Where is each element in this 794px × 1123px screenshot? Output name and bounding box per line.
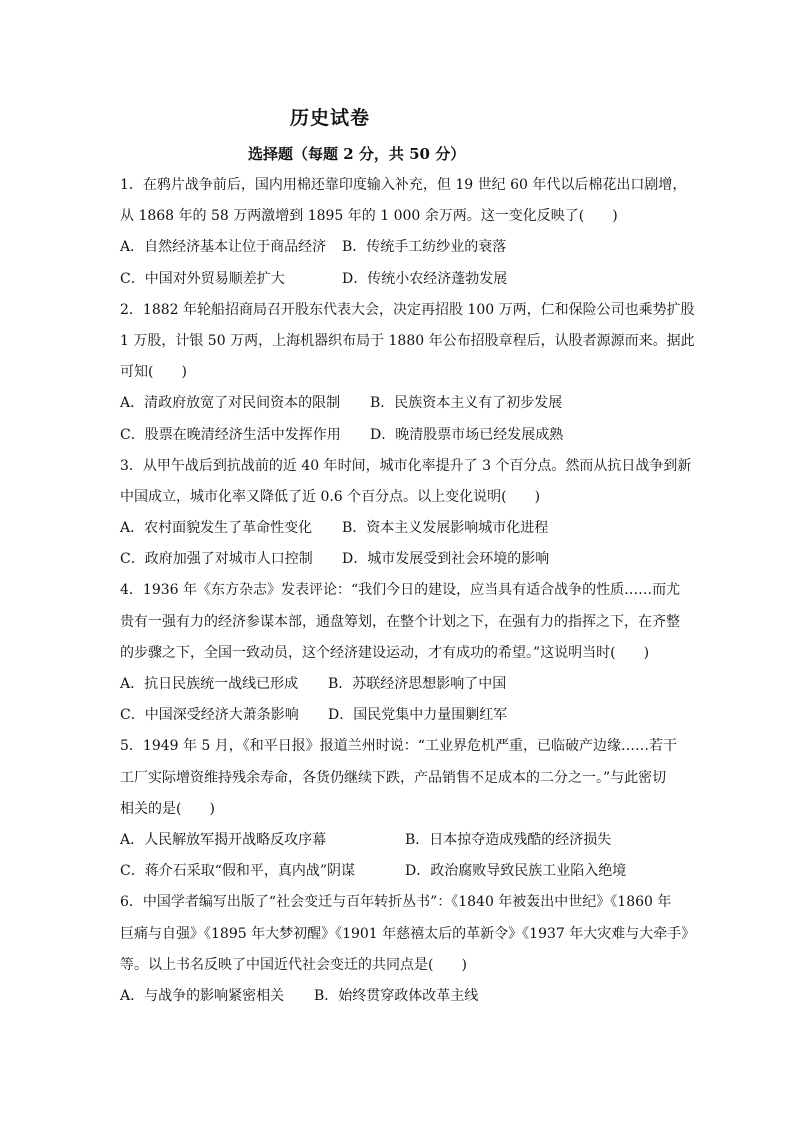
question-6	[120, 887, 696, 1012]
option-a: A．自然经济基本让位于商品经济	[120, 239, 327, 256]
option-b: B．苏联经济思想影响了中国	[328, 676, 507, 692]
question-text-line: 3．从甲午战后到抗战前的近 40 年时间，城市化率提升了 3 个百分点。然而从抗日战争到新	[120, 457, 692, 474]
option-a: A．抗日民族统一战线已形成	[120, 676, 299, 692]
option-row	[120, 544, 690, 575]
question-text-line: 4．1936 年《东方杂志》发表评论：“我们今日的建设，应当具有适合战争的性质……而尤	[120, 582, 681, 599]
question-text-line: 相关的是( )	[120, 800, 215, 817]
question-5	[120, 731, 690, 887]
option-d: D．晚清股票市场已经发展成熟	[370, 426, 564, 443]
option-a: A．清政府放宽了对民间资本的限制	[120, 395, 341, 412]
option-b: B．传统手工纺纱业的衰落	[342, 239, 507, 256]
question-text-line: 贵有一强有力的经济参谋本部，通盘筹划，在整个计划之下，在强有力的指挥之下，在齐整	[120, 613, 680, 630]
option-row	[120, 420, 690, 451]
question-1	[120, 170, 690, 295]
option-b: B．民族资本主义有了初步发展	[370, 395, 563, 412]
option-b: B．日本掠夺造成残酷的经济损失	[405, 831, 612, 848]
option-row	[120, 264, 690, 295]
section-heading: 选择题（每题 2 分，共 50 分）	[248, 145, 466, 163]
option-row	[120, 388, 690, 419]
page-title: 历史试卷	[290, 107, 371, 129]
option-c: C．中国深受经济大萧条影响	[120, 707, 299, 724]
question-2	[120, 295, 695, 451]
option-a: A．与战争的影响紧密相关	[120, 987, 285, 1004]
option-d: D．城市发展受到社会环境的影响	[342, 551, 550, 568]
option-c: C．政府加强了对城市人口控制	[120, 551, 313, 568]
question-4	[120, 575, 690, 731]
question-text-line: 的步骤之下，全国一致动员，这个经济建设运动，才有成功的希望。”这说明当时( )	[120, 644, 650, 661]
option-a: A．农村面貌发生了革命性变化	[120, 520, 313, 537]
option-d: D．传统小农经济蓬勃发展	[342, 270, 508, 287]
option-b: B．资本主义发展影响城市化进程	[342, 520, 549, 537]
option-c: C．股票在晚清经济生活中发挥作用	[120, 426, 341, 443]
question-text-line: 可知( )	[120, 364, 187, 381]
option-d: D．政治腐败导致民族工业陷入绝境	[405, 863, 627, 880]
question-text-line: 从 1868 年的 58 万两激增到 1895 年的 1 000 余万两。这一变化反映了( )	[120, 208, 618, 225]
option-row	[120, 700, 690, 731]
option-c: C．中国对外贸易顺差扩大	[120, 270, 285, 287]
question-list	[120, 170, 696, 1012]
option-row	[120, 981, 690, 1012]
question-3	[120, 451, 690, 576]
question-text-line: 1 万股，计银 50 万两，上海机器织布局于 1880 年公布招股章程后，认股者源源而来。据此	[120, 332, 695, 349]
question-text-line: 2．1882 年轮船招商局召开股东代表大会，决定再招股 100 万两，仁和保险公司也乘势扩股	[120, 301, 695, 318]
question-text-line: 工厂实际增资维持残余寿命，各货仍继续下跌，产品销售不足成本的二分之一。”与此密切	[120, 769, 667, 786]
option-row	[120, 513, 690, 544]
question-text-line: 巨痛与自强》《1895 年大梦初醒》《1901 年慈禧太后的革新令》《1937 年大灾难与大牵手》	[120, 925, 696, 942]
option-b: B．始终贯穿政体改革主线	[314, 987, 479, 1004]
question-text-line: 5．1949 年 5 月，《和平日报》报道兰州时说：“工业界危机严重，已临破产边缘……若干	[120, 738, 677, 755]
option-a: A．人民解放军揭开战略反攻序幕	[120, 831, 327, 848]
question-text-line: 6．中国学者编写出版了“社会变迁与百年转折丛书”：《1840 年被轰出中世纪》《1860 年	[120, 894, 672, 911]
option-d: D．国民党集中力量围剿红军	[328, 707, 508, 724]
option-row	[120, 232, 690, 263]
option-row	[120, 825, 690, 856]
option-c: C．蒋介石采取“假和平，真内战”阴谋	[120, 863, 356, 880]
question-text-line: 1．在鸦片战争前后，国内用棉还靠印度输入补充，但 19 世纪 60 年代以后棉花出口剧增，	[120, 177, 687, 193]
question-text-line: 等。以上书名反映了中国近代社会变迁的共同点是( )	[120, 956, 467, 973]
option-row	[120, 669, 690, 700]
option-row	[120, 856, 690, 887]
question-text-line: 中国成立，城市化率又降低了近 0.6 个百分点。以上变化说明( )	[120, 488, 541, 505]
